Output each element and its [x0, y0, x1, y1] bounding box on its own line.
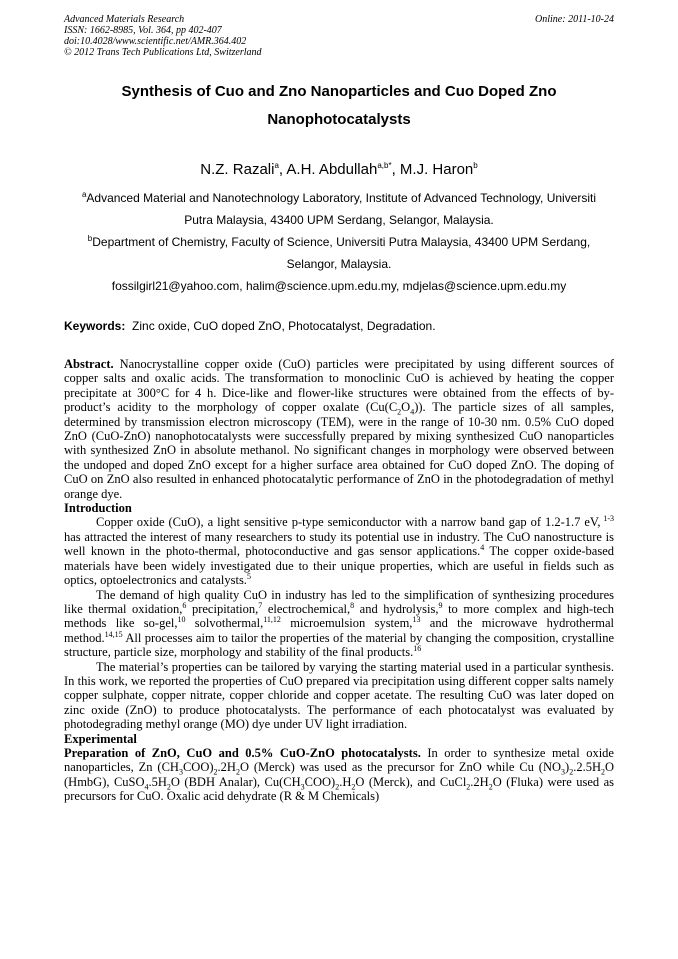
exp-t10: COO) — [304, 774, 336, 789]
journal-name: Advanced Materials Research — [64, 14, 185, 25]
intro-p1-b: has attracted the interest of many researchers to study its potential use in industry. The CuO nanostructure is well known in the photo-thermal, photoconductive and gas sensor applications. — [64, 529, 614, 559]
keywords — [64, 319, 614, 333]
affiliation-a-line-1: Advanced Material and Nanotechnology Laboratory, Institute of Advanced Technology, Universiti — [86, 191, 597, 205]
affiliation-b-mark: b — [87, 234, 93, 243]
affiliation-b-line-2: Selangor, Malaysia. — [286, 257, 392, 271]
exp-t9: O (BDH Analar), Cu(CH — [170, 774, 301, 789]
introduction-heading: Introduction — [64, 501, 132, 516]
intro-paragraph-2 — [64, 588, 614, 660]
intro-p2-c: electrochemical, — [262, 601, 351, 616]
exp-t5: ) — [565, 760, 570, 775]
exp-s12: 2 — [466, 782, 471, 792]
ref-4: 4 — [480, 543, 485, 553]
ref-8: 8 — [350, 600, 355, 610]
affiliation-a — [64, 187, 614, 231]
issn: ISSN: 1662-8985, Vol. 364, pp 402-407 — [64, 25, 222, 36]
ref-10: 10 — [177, 615, 186, 625]
exp-t13: .2H — [470, 774, 489, 789]
intro-p1-c: The copper oxide-based materials have been widely investigated due to their unique properties, which are useful in fields such as optics, optoelectronics and catalysts. — [64, 544, 614, 588]
keywords-text: Zinc oxide, CuO doped ZnO, Photocatalyst, Degradation. — [132, 319, 436, 333]
exp-s4: 3 — [561, 767, 566, 777]
exp-s7: 4 — [144, 782, 149, 792]
author-list: N.Z. Razali$^a$, A.H. Abdullah$^{a,b*}$, M.J. Haron$^b$ — [200, 161, 478, 178]
exp-s2: 2 — [213, 767, 218, 777]
exp-t4: O (Merck) was used as the precursor for ZnO while Cu (NO — [239, 760, 562, 775]
affiliation-b — [64, 231, 614, 275]
experimental-paragraph-1 — [64, 746, 614, 804]
ref-5: 5 — [246, 571, 251, 581]
intro-p2-a: The demand of high quality CuO in industry has led to the simplification of synthesizing procedures like thermal oxidation, — [64, 587, 614, 616]
intro-p2-b: precipitation, — [186, 601, 259, 616]
keywords-label: Keywords: — [64, 319, 126, 333]
intro-p2-i: All processes aim to tailor the properties of the material by changing the composition, crystalline structure, particle size, morphology and stability of the final products. — [64, 630, 614, 660]
experimental-heading: Experimental — [64, 731, 137, 746]
intro-paragraph-1 — [64, 515, 614, 587]
exp-s8: 2 — [166, 782, 171, 792]
intro-p2-h: and the microwave hydrothermal method. — [64, 616, 614, 645]
paper-title — [64, 78, 614, 134]
affiliation-a-line-2: Putra Malaysia, 43400 UPM Serdang, Selangor, Malaysia. — [184, 213, 494, 227]
author-3-affil: b — [473, 161, 478, 170]
experimental-subheading: Preparation of ZnO, CuO and 0.5% CuO-ZnO photocatalysts. — [64, 745, 421, 760]
author-2-affil: a,b* — [377, 161, 392, 170]
exp-t3: .2H — [217, 760, 236, 775]
journal-header — [64, 14, 614, 58]
author-3: M.J. Haron — [399, 161, 474, 178]
ref-7: 7 — [258, 600, 263, 610]
ref-6: 6 — [182, 600, 187, 610]
intro-p2-e: to more complex and high-tech methods like so-gel, — [64, 601, 615, 631]
title-line-1: Synthesis of Cuo and Zno Nanoparticles and Cuo Doped Zno — [121, 83, 557, 100]
copyright: © 2012 Trans Tech Publications Ltd, Switzerland — [64, 47, 262, 58]
abstract-text-2: O — [401, 400, 411, 415]
abstract — [64, 357, 614, 501]
exp-s13: 2 — [488, 782, 493, 792]
author-emails: fossilgirl21@yahoo.com, halim@science.upm.edu.my, mdjelas@science.upm.edu.my — [111, 279, 567, 293]
ref-11-12: 11,12 — [263, 615, 281, 625]
exp-t12: O (Merck), and CuCl — [355, 774, 467, 789]
abstract-text-1: Nanocrystalline copper oxide (CuO) particles were precipitated by using different sources of copper salts and oxalic acids. The transformation to monoclinic CuO is achieved by heating the copper precipitate at 300°C for 4 h. Dice-like and flower-like structures were obtained from the effects of by-product’s acidity to the morphology of copper oxalate (Cu(C — [64, 357, 614, 415]
title-line-2: Nanophotocatalysts — [267, 111, 411, 128]
exp-t1: In order to synthesize metal oxide nanoparticles, Zn (CH — [64, 745, 614, 775]
exp-t8: .5H — [148, 774, 167, 789]
intro-p1-a: Copper oxide (CuO), a light sensitive p-type semiconductor with a narrow band gap of 1.2-1.7 eV, — [96, 515, 601, 530]
doi: doi:10.4028/www.scientific.net/AMR.364.402 — [64, 36, 247, 47]
affiliation-a-mark: a — [81, 190, 87, 199]
intro-p2-d: and hydrolysis, — [354, 601, 439, 616]
exp-t14: O (Fluka) were used as precursors for CuO. Oxalic acid dehydrate (R & M Chemicals) — [64, 774, 615, 804]
affiliation-b-line-1: Department of Chemistry, Faculty of Science, Universiti Putra Malaysia, 43400 UPM Serdang, — [92, 235, 591, 249]
exp-s3: 2 — [235, 767, 240, 777]
exp-s1: 3 — [178, 767, 183, 777]
abstract-sub-2: 4 — [410, 407, 415, 417]
author-2: A.H. Abdullah — [286, 161, 378, 178]
exp-t2: COO) — [182, 760, 214, 775]
ref-13: 13 — [412, 615, 421, 625]
intro-p2-g: microemulsion system, — [280, 616, 413, 631]
intro-p2-f: solvothermal, — [185, 616, 264, 631]
author-1: N.Z. Razali — [200, 161, 275, 178]
exp-t11: .H — [339, 774, 352, 789]
online-date: Online: 2011-10-24 — [535, 14, 614, 25]
exp-s11: 2 — [351, 782, 356, 792]
ref-16: 16 — [413, 643, 422, 653]
ref-1-3: 1-3 — [600, 514, 614, 524]
exp-s10: 2 — [335, 782, 340, 792]
abstract-sub-1: 2 — [397, 407, 402, 417]
paper-body — [64, 357, 614, 804]
intro-paragraph-3: The material’s properties can be tailored by varying the starting material used in a particular synthesis. In this work, we reported the properties of CuO prepared via precipitation using different copper salts namely copper sulphate, copper nitrate, copper chloride and copper acetate. The resulting CuO was later doped on zinc oxide (ZnO) to produce photocatalysts. The performance of each photocatalyst was evaluated by photodegrading methyl orange (MO) dye under UV light irradiation. — [64, 659, 614, 732]
abstract-label: Abstract. — [64, 357, 114, 371]
author-1-affil: a — [274, 161, 279, 170]
exp-s9: 3 — [300, 782, 305, 792]
ref-14-15: 14,15 — [104, 629, 123, 639]
abstract-text-3: )). The particle sizes of all samples, determined by transmission electron microscopy (TEM), were in the range of 10-30 nm. 0.5% CuO doped ZnO (CuO-ZnO) nanophotocatalysts were successfully prepared by mixing synthesized CuO nanoparticles with synthesized ZnO in absolute methanol. No significant changes in morphology were observed between the undoped and doped ZnO except for a higher surface area obtained for CuO doped ZnO. The doping of CuO on ZnO also resulted in enhanced photocatalytic performance of ZnO in the photodegradation of methyl orange dye. — [64, 400, 615, 501]
exp-t6: .2.5H — [573, 760, 601, 775]
ref-9: 9 — [438, 600, 443, 610]
exp-s6: 2 — [600, 767, 605, 777]
exp-s5: 2 — [569, 767, 574, 777]
exp-t7: O (HmbG), CuSO — [64, 760, 614, 789]
